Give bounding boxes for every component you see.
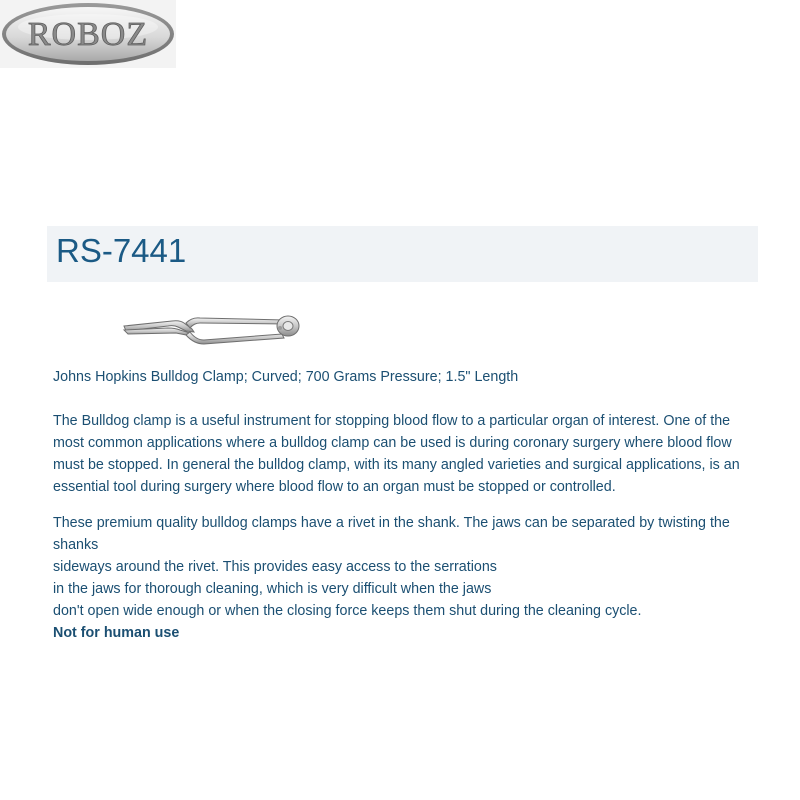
paragraph-line: sideways around the rivet. This provides easy access to the serrations [53,559,497,575]
paragraph-line: These premium quality bulldog clamps have a rivet in the shank. The jaws can be separated by twisting the shanks [53,515,730,553]
logo-text: ROBOZ [27,16,149,53]
paragraph-line: in the jaws for thorough cleaning, which is very difficult when the jaws [53,581,492,597]
logo-graphic [0,0,176,68]
product-description-paragraph: The Bulldog clamp is a useful instrument for stopping blood flow to a particular organ of interest. One of the most common applications where a bulldog clamp can be used is during coronary surgery where blood flow must be stopped. In general the bulldog clamp, with its many angled varieties and surgical applications, is an essential tool during surgery where blood flow to an organ must be stopped or controlled. [53,413,740,495]
product-code: RS-7441 [56,232,187,269]
paragraph-line: don't open wide enough or when the closing force keeps them shut during the cleaning cycle. [53,603,642,619]
bulldog-clamp-image [120,312,302,348]
product-short-description: Johns Hopkins Bulldog Clamp; Curved; 700 Grams Pressure; 1.5" Length [53,369,519,385]
roboz-logo[interactable] [0,0,176,68]
not-for-human-use-warning: Not for human use [53,625,180,641]
product-cleaning-paragraph [53,512,758,622]
product-title-bar [47,226,758,282]
clamp-illustration [120,312,302,348]
